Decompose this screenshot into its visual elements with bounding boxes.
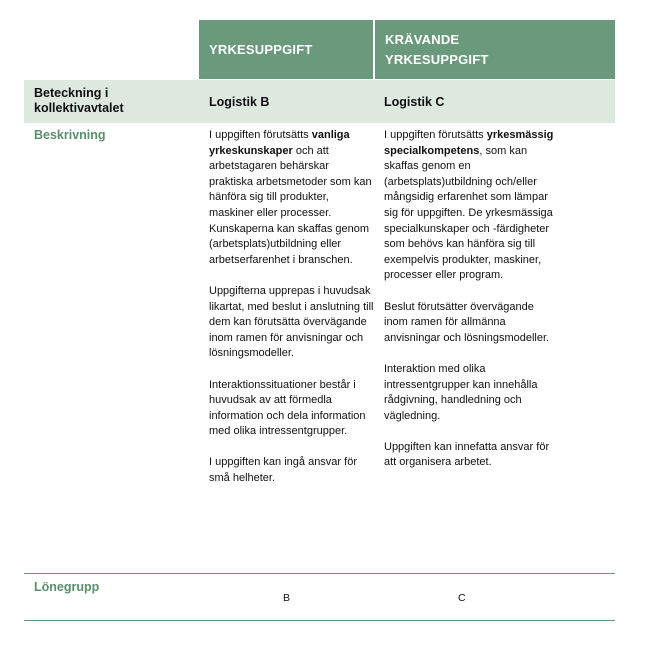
lonegrupp-value-c: C	[458, 592, 466, 604]
beskrivning-b-paragraph-1	[209, 128, 374, 268]
beteckning-label	[34, 86, 184, 116]
beteckning-value-b: Logistik B	[209, 95, 270, 109]
beskrivning-c-paragraph-1	[384, 128, 554, 284]
beskrivning-c-paragraph-3: Interaktion med olika intressentgrupper kan innehålla rådgivning, handledning och vägledning.	[384, 362, 538, 422]
beskrivning-c-p1-bold: yrkesmässig specialkompetens	[384, 129, 554, 157]
beskrivning-c-p1-post: , som kan skaffas genom en (arbetsplats)utbildning och/eller mångsidig erfarenhet som lämpar sig för uppgiften. De yrkesmässiga specialkunskaper och -färdigheter som behövs kan hänföra sig till exempelvis produkter, maskiner, processer eller program.	[384, 144, 553, 282]
lonegrupp-top-divider	[24, 573, 615, 574]
lonegrupp-value-b: B	[283, 592, 291, 604]
beskrivning-b-p1-pre: I uppgiften förutsätts	[209, 129, 312, 141]
beskrivning-text-c	[384, 128, 554, 487]
beskrivning-b-p1-bold: vanliga yrkeskunskaper	[209, 129, 350, 157]
header-kravande-line1: KRÄVANDE	[385, 31, 460, 47]
header-yrkesuppgift-text: YRKESUPPGIFT	[209, 42, 313, 57]
beteckning-label-line1: Beteckning i	[34, 86, 109, 100]
beskrivning-c-paragraph-4: Uppgiften kan innefatta ansvar för att organisera arbetet.	[384, 440, 550, 469]
beskrivning-b-paragraph-3: Interaktionssituationer består i huvudsak av att förmedla information och dela information med olika intressentgrupper.	[209, 378, 366, 438]
lonegrupp-label: Lönegrupp	[34, 580, 100, 594]
beskrivning-b-paragraph-4: I uppgiften kan ingå ansvar för små helheter.	[209, 456, 357, 485]
beteckning-label-line2: kollektivavtalet	[34, 101, 124, 115]
header-kravande-yrkesuppgift	[375, 20, 615, 79]
lonegrupp-bottom-divider	[24, 620, 615, 621]
beskrivning-c-paragraph-2: Beslut förutsätter övervägande inom ramen för allmänna anvisningar och lösningsmodeller.	[384, 300, 550, 344]
beskrivning-label: Beskrivning	[34, 128, 106, 142]
beskrivning-b-paragraph-2: Uppgifterna upprepas i huvudsak likartat, med beslut i anslutning till dem kan förutsätta övervägande inom ramen för anvisningar och lösningsmodeller.	[209, 284, 374, 360]
beskrivning-c-p1-pre: I uppgiften förutsätts	[384, 129, 487, 141]
beskrivning-text-b	[209, 128, 374, 502]
header-kravande-line2: YRKESUPPGIFT	[385, 51, 489, 67]
beteckning-value-c: Logistik C	[384, 95, 445, 109]
header-yrkesuppgift	[199, 20, 373, 79]
beskrivning-b-p1-post: och att arbetstagaren behärskar praktiska arbetsmetoder som kan hänföra sig till produkter, maskiner eller processer. Kunskaperna kan skaffas genom (arbetsplats)utbildning eller arbetserfarenhet i branschen.	[209, 144, 372, 266]
